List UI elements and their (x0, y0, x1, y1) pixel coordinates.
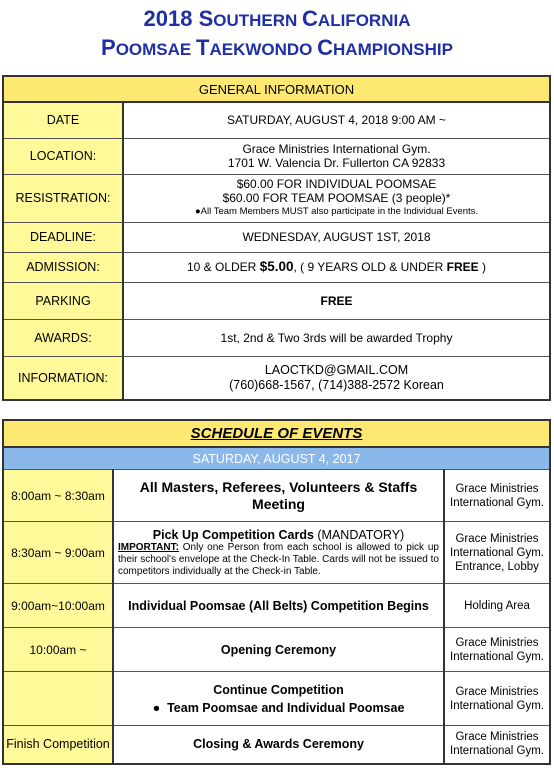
value-date: SATURDAY, AUGUST 4, 2018 9:00 AM ~ (123, 102, 550, 138)
schedule-time: 9:00am~10:00am (3, 584, 113, 628)
schedule-event: Pick Up Competition Cards (MANDATORY) IMPORTANT: Only one Person from each school is allowed to pick up their school's envelope at the Check-In Table. Cards will not be issued to competitors individually at the Check-in Table. (113, 522, 444, 584)
schedule-row (3, 522, 550, 584)
schedule-row (3, 584, 550, 628)
label-awards: AWARDS: (3, 319, 123, 356)
schedule-header: SCHEDULE OF EVENTS (3, 420, 550, 447)
label-admission: ADMISSION: (3, 252, 123, 282)
schedule-time (3, 672, 113, 726)
schedule-time: 8:00am ~ 8:30am (3, 470, 113, 522)
value-parking: FREE (123, 282, 550, 319)
label-date: DATE (3, 102, 123, 138)
schedule-row (3, 726, 550, 764)
schedule-location: Grace Ministries International Gym. Entrance, Lobby (444, 522, 550, 584)
label-deadline: DEADLINE: (3, 222, 123, 252)
schedule-time: Finish Competition (3, 726, 113, 764)
label-location: LOCATION: (3, 138, 123, 174)
title-line-1: 2018 SOUTHERN CALIFORNIA (143, 6, 411, 31)
schedule-day: SATURDAY, AUGUST 4, 2017 (3, 447, 550, 470)
schedule-table (2, 419, 551, 765)
schedule-time: 8:30am ~ 9:00am (3, 522, 113, 584)
schedule-location: Grace Ministries International Gym. (444, 726, 550, 764)
value-information (123, 356, 550, 400)
general-information-table (2, 75, 551, 401)
contact-email: LAOCTKD@GMAIL.COM (264, 362, 409, 377)
value-awards: 1st, 2nd & Two 3rds will be awarded Trophy (123, 319, 550, 356)
value-location: Grace Ministries International Gym. 1701 W. Valencia Dr. Fullerton CA 92833 (123, 138, 550, 174)
label-parking: PARKING (3, 282, 123, 319)
schedule-location: Grace Ministries International Gym. (444, 470, 550, 522)
contact-phones: (760)668-1567, (714)388-2572 Korean (229, 377, 444, 392)
schedule-event: Opening Ceremony (113, 628, 444, 672)
general-information-header: GENERAL INFORMATION (3, 76, 550, 102)
title-line-2: POOMSAE TAEKWONDO CHAMPIONSHIP (101, 35, 453, 60)
schedule-event: Individual Poomsae (All Belts) Competition Begins (113, 584, 444, 628)
value-registration: $60.00 FOR INDIVIDUAL POOMSAE $60.00 FOR TEAM POOMSAE (3 people)* ●All Team Members MUST also participate in the Individual Events. (123, 174, 550, 222)
value-deadline: WEDNESDAY, AUGUST 1ST, 2018 (123, 222, 550, 252)
schedule-location: Holding Area (444, 584, 550, 628)
schedule-location: Grace Ministries International Gym. (444, 628, 550, 672)
schedule-time: 10:00am ~ (3, 628, 113, 672)
schedule-event: Continue Competition ● Team Poomsae and Individual Poomsae (113, 672, 444, 726)
schedule-row (3, 672, 550, 726)
schedule-row (3, 628, 550, 672)
schedule-row (3, 470, 550, 522)
schedule-event: Closing & Awards Ceremony (113, 726, 444, 764)
schedule-location: Grace Ministries International Gym. (444, 672, 550, 726)
value-admission: 10 & OLDER $5.00, ( 9 YEARS OLD & UNDER FREE ) (123, 252, 550, 282)
label-information: INFORMATION: (3, 356, 123, 400)
schedule-event: All Masters, Referees, Volunteers & Staffs Meeting (113, 470, 444, 522)
label-registration: RESISTRATION: (3, 174, 123, 222)
